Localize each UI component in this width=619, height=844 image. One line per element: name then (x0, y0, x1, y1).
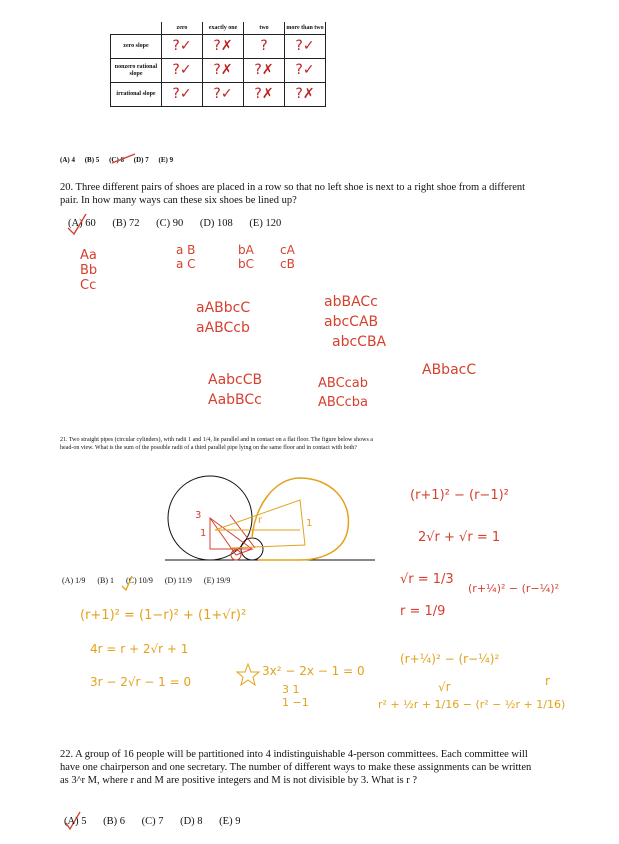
col-header: zero (162, 22, 203, 35)
choice: (C) 90 (156, 218, 184, 229)
row-header: zero slope (111, 35, 162, 59)
table-cell: ?✓ (162, 35, 203, 59)
table-cell: ?✗ (244, 83, 285, 107)
hw-line: a C (176, 257, 196, 271)
hw-line: 1 −1 (282, 696, 309, 709)
choice: (B) 72 (112, 218, 140, 229)
star-icon (237, 664, 259, 685)
table-cell: ?✓ (203, 83, 244, 107)
hw-line: r² + ½r + 1/16 − (r² − ½r + 1/16) (378, 698, 566, 711)
choice: (B) 1 (97, 576, 114, 585)
fig-label: 1 (306, 518, 313, 529)
table-cell: ?✓ (162, 83, 203, 107)
q21-text: 21. Two straight pipes (circular cylinders), with radii 1 and 1/4, lie parallel and in contact on a flat floor. The figure below shows a head-on view. What is the sum of the possible radii of a third parallel pipe lying on the same floor and in contact with both? (60, 437, 373, 451)
hw-line: Cc (80, 278, 97, 293)
choice: (A) 1/9 (62, 576, 86, 585)
check-mark (122, 576, 132, 590)
q22-text: 22. A group of 16 people will be partitioned into 4 indistinguishable 4-person committees. Each committee will have one chairperson and one secretary. The number of different ways to make these assignments can be written as 3^r M, where r and M are positive integers and M is not divisible by 3. What is r ? (60, 749, 532, 786)
hw-line: r (545, 674, 550, 688)
hw-line: Bb (80, 263, 98, 278)
table-cell: ? (244, 35, 285, 59)
choice: (B) 5 (84, 156, 100, 164)
check-mark (68, 214, 86, 234)
hw-line: cB (280, 257, 295, 271)
hw-line: √r = 1/3 (400, 572, 454, 587)
choice: (E) 120 (249, 218, 282, 229)
choice: (D) 7 (133, 156, 149, 164)
choice: (A) 4 (60, 156, 75, 164)
hw-line: cA (280, 243, 295, 257)
choice: (D) 8 (180, 816, 203, 827)
hw-line: aABbcC (196, 300, 251, 316)
fig-label: r (258, 515, 263, 526)
choice: (E) 19/9 (203, 576, 231, 585)
table-cell: ?✗ (203, 35, 244, 59)
hw-line: 3x² − 2x − 1 = 0 (262, 664, 365, 678)
fig-label: 3 (195, 510, 202, 521)
table-cell: ?✗ (285, 83, 326, 107)
hw-line: bC (238, 257, 254, 271)
hw-line: AabBCc (208, 392, 262, 408)
table-cell: ?✗ (244, 59, 285, 83)
choice: (D) 108 (199, 218, 233, 229)
hw-line: AabcCB (208, 372, 263, 388)
orange-curve (252, 478, 348, 560)
hw-line: 3r − 2√r − 1 = 0 (90, 675, 192, 689)
col-header: exactly one (203, 22, 244, 35)
choice: (E) 9 (219, 816, 241, 827)
choice: (C) 10/9 (126, 576, 153, 585)
col-header: more than two (285, 22, 326, 35)
hw-line: ABCcba (318, 395, 369, 410)
table-cell: ?✓ (162, 59, 203, 83)
hw-line: (r+¼)² − (r−¼)² (400, 652, 500, 666)
hw-line: abcCAB (324, 314, 379, 330)
table-cell: ?✓ (285, 35, 326, 59)
row-header: nonzero rational slope (111, 59, 162, 83)
hw-line: √r (438, 680, 451, 694)
choice: (D) 11/9 (164, 576, 192, 585)
choice: (C) 7 (141, 816, 164, 827)
hw-line: r = 1/9 (400, 604, 446, 619)
hw-line: aABCcb (196, 320, 250, 336)
hw-line: 2√r + √r = 1 (418, 530, 501, 545)
hw-line: 4r = r + 2√r + 1 (90, 642, 189, 656)
hw-line: (r+1)² = (1−r)² + (1+√r)² (80, 608, 247, 623)
hw-line: ABbacC (422, 362, 477, 378)
hw-line: bA (238, 243, 254, 257)
choice: (E) 9 (158, 156, 174, 164)
triangle (210, 518, 252, 549)
choice: (C) 6 (109, 156, 125, 164)
choice: (B) 6 (103, 816, 125, 827)
choice: (A) 60 (68, 218, 96, 229)
hw-line: 3 1 (282, 683, 300, 696)
hw-line: (r+1)² − (r−1)² (410, 488, 509, 503)
q22-choices (64, 816, 254, 827)
hw-line: a B (176, 243, 196, 257)
hw-line: (r+¼)² − (r−¼)² (468, 582, 559, 595)
fig-label: 1 (200, 528, 207, 539)
choice: (A) 5 (64, 816, 87, 827)
q20-text: 20. Three different pairs of shoes are placed in a row so that no left shoe is next to a right shoe from a different pair. In how many ways can these six shoes be lined up? (60, 182, 526, 206)
table-cell: ?✗ (203, 59, 244, 83)
hw-line: abBACc (324, 294, 378, 310)
hw-factors (282, 683, 309, 709)
strike-mark (112, 154, 135, 163)
hw-line: ABCcab (318, 376, 369, 391)
col-header: two (244, 22, 285, 35)
table-cell: ?✓ (285, 59, 326, 83)
hw-line: Aa (80, 248, 97, 263)
hw-line: abcCBA (332, 334, 387, 350)
row-header: irrational slope (111, 83, 162, 107)
